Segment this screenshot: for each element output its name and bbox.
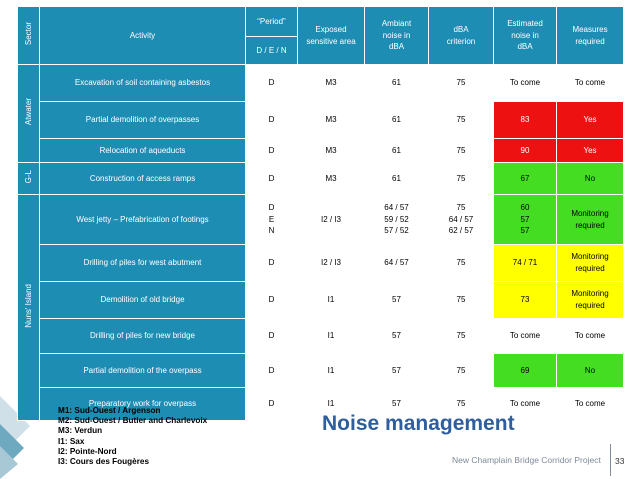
table-row [18,163,624,195]
estimated-cell: 83 [494,102,557,139]
ambiant-cell: 61 [365,139,429,163]
measures-cell: No [557,163,624,195]
activity-cell: Excavation of soil containing asbestos [40,65,246,102]
activity-cell: Partial demolition of overpasses [40,102,246,139]
criterion-cell: 75 [429,354,494,388]
header-activity: Activity [40,7,246,65]
table-row [18,65,624,102]
period-cell: D [246,102,298,139]
noise-table [17,6,624,421]
measures-cell: Yes [557,102,624,139]
criterion-cell: 75 [429,65,494,102]
measures-cell: Yes [557,139,624,163]
header-estimated-noise: Estimated noise in dBA [494,7,557,65]
header-measures: Measures required [557,7,624,65]
measures-cell: Monitoring required [557,195,624,245]
criterion-cell: 75 [429,282,494,319]
measures-cell: No [557,354,624,388]
area-cell: M3 [298,102,365,139]
header-row [18,7,624,37]
estimated-cell: 69 [494,354,557,388]
area-cell: I2 / I3 [298,245,365,282]
legend-item: I1: Sax [58,436,85,446]
table-row [18,282,624,319]
area-cell: I1 [298,282,365,319]
table-row [18,245,624,282]
footer-divider [610,444,611,476]
legend-item: I3: Cours des Fougères [58,457,149,467]
legend [58,406,207,467]
ambiant-cell: 61 [365,163,429,195]
ambiant-cell: 64 / 57 59 / 52 57 / 52 [365,195,429,245]
header-period: “Period” [246,7,298,37]
header-sector: Sector [18,7,40,65]
period-cell: D [246,388,298,421]
activity-cell: Drilling of piles for west abutment [40,245,246,282]
area-cell: I1 [298,354,365,388]
header-ambiant-noise: Ambiant noise in dBA [365,7,429,65]
ambiant-cell: 57 [365,388,429,421]
legend-item: I2: Pointe-Nord [58,446,117,456]
activity-cell: Partial demolition of the overpass [40,354,246,388]
estimated-cell: 74 / 71 [494,245,557,282]
slide-title: Noise management [322,412,515,435]
criterion-cell: 75 [429,245,494,282]
measures-cell: To come [557,388,624,421]
estimated-cell: To come [494,388,557,421]
criterion-cell: 75 [429,319,494,354]
criterion-cell: 75 [429,139,494,163]
header-criterion: dBA criterion [429,7,494,65]
activity-cell: Preparatory work for overpass [40,388,246,421]
sector-nuns-island: Nuns' Island [18,195,40,421]
measures-cell: To come [557,65,624,102]
period-cell: D [246,354,298,388]
table-row [18,354,624,388]
measures-cell: To come [557,319,624,354]
estimated-cell: 73 [494,282,557,319]
table-row [18,195,624,245]
area-cell: I1 [298,388,365,421]
period-cell: D E N [246,195,298,245]
estimated-cell: 60 57 57 [494,195,557,245]
period-cell: D [246,282,298,319]
table-row [18,102,624,139]
measures-cell: Monitoring required [557,245,624,282]
estimated-cell: 90 [494,139,557,163]
area-cell: M3 [298,163,365,195]
criterion-cell: 75 64 / 57 62 / 57 [429,195,494,245]
header-exposed-area: Exposed sensitive area [298,7,365,65]
sector-atwater: Atwater [18,65,40,163]
legend-item: M3: Verdun [58,426,103,436]
criterion-cell: 75 [429,163,494,195]
ambiant-cell: 61 [365,65,429,102]
activity-cell: Drilling of piles for new bridge [40,319,246,354]
table-row [18,139,624,163]
ambiant-cell: 57 [365,354,429,388]
table-row [18,319,624,354]
activity-cell: Demolition of old bridge [40,282,246,319]
sector-gl: G-L [18,163,40,195]
criterion-cell: 75 [429,102,494,139]
footer-project-name: New Champlain Bridge Corridor Project [452,455,601,465]
period-cell: D [246,139,298,163]
page-number: 33 [615,456,625,466]
measures-cell: Monitoring required [557,282,624,319]
estimated-cell: To come [494,65,557,102]
area-cell: M3 [298,139,365,163]
activity-cell: Relocation of aqueducts [40,139,246,163]
period-cell: D [246,245,298,282]
legend-item: M1: Sud-Ouest / Argenson [58,406,161,415]
legend-item: M2: Sud-Ouest / Butler and Charlevoix [58,416,208,426]
estimated-cell: 67 [494,163,557,195]
criterion-cell: 75 [429,388,494,421]
activity-cell: Construction of access ramps [40,163,246,195]
ambiant-cell: 57 [365,319,429,354]
activity-cell: West jetty – Prefabrication of footings [40,195,246,245]
period-cell: D [246,319,298,354]
ambiant-cell: 57 [365,282,429,319]
area-cell: I2 / I3 [298,195,365,245]
ambiant-cell: 64 / 57 [365,245,429,282]
header-period-sub: D / E / N [246,37,298,65]
period-cell: D [246,65,298,102]
area-cell: I1 [298,319,365,354]
period-cell: D [246,163,298,195]
area-cell: M3 [298,65,365,102]
ambiant-cell: 61 [365,102,429,139]
estimated-cell: To come [494,319,557,354]
